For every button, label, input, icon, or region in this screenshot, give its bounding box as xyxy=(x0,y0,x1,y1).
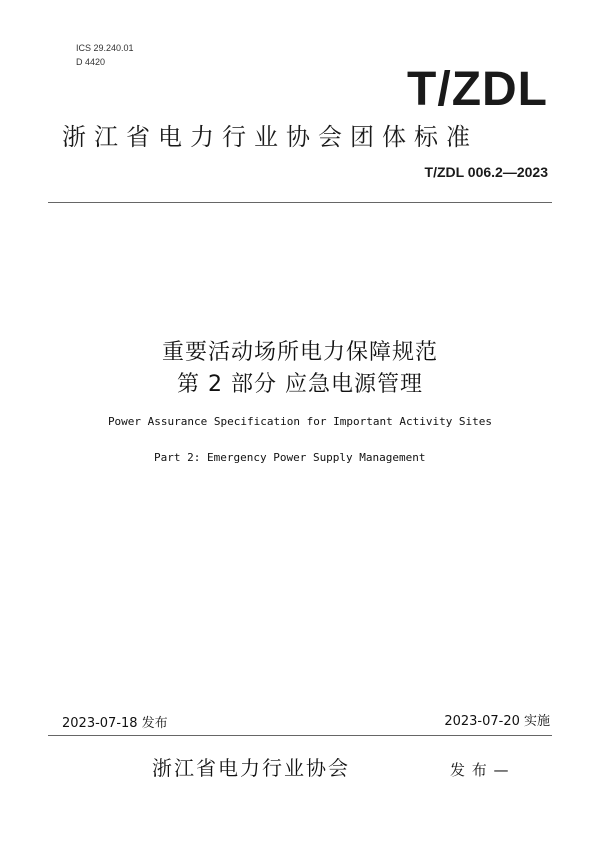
footer-divider xyxy=(48,735,552,736)
publication-date: 2023-07-18 发布 xyxy=(62,716,168,731)
ics-code: ICS 29.240.01 xyxy=(76,43,134,53)
ccs-code: D 4420 xyxy=(76,57,106,67)
issue-label: 发 布 — xyxy=(450,761,510,779)
english-title-line-1: Power Assurance Specification for Important Activity Sites xyxy=(107,415,493,428)
document-number: T/ZDL 006.2—2023 xyxy=(424,164,548,180)
implementation-date: 2023-07-20 实施 xyxy=(444,714,550,729)
chinese-title-line-2: 第 2 部分 应急电源管理 xyxy=(177,372,423,397)
chinese-title-line-1: 重要活动场所电力保障规范 xyxy=(161,340,438,365)
issuing-organization: 浙江省电力行业协会 xyxy=(152,756,350,780)
standard-brand-code: T/ZDL xyxy=(407,63,548,116)
standard-category-title: 浙江省电力行业协会团体标准 xyxy=(62,123,478,151)
english-title-line-2: Part 2: Emergency Power Supply Management xyxy=(154,451,426,464)
header-divider xyxy=(48,202,552,203)
